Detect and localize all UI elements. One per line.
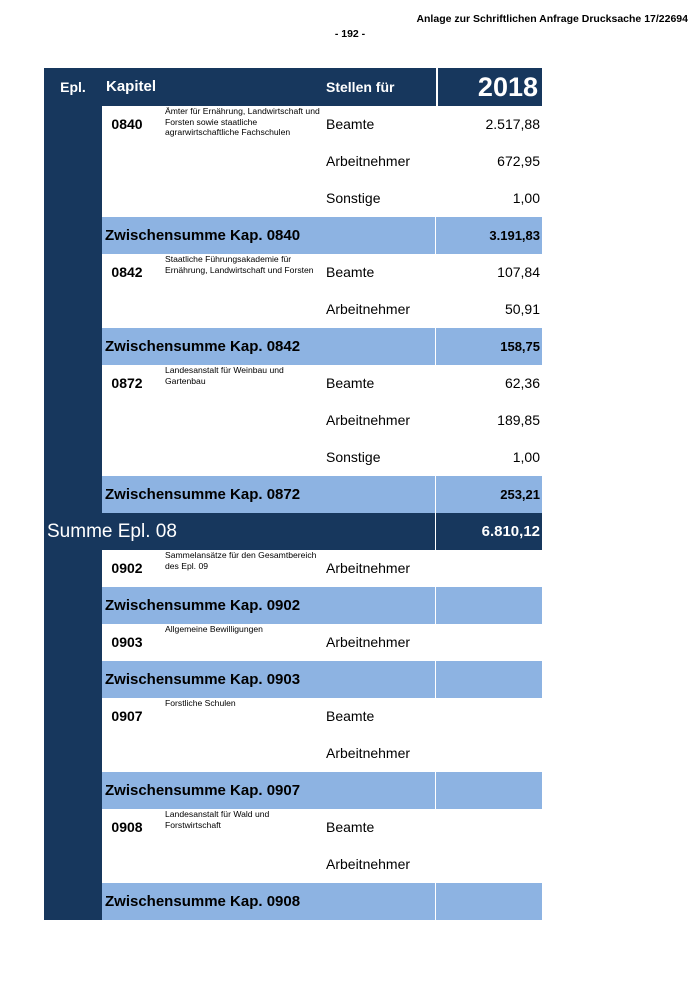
epl-cell [44,624,102,661]
epl-cell [44,587,102,624]
total-row [44,513,542,550]
table-row [44,698,542,735]
table-row [44,735,542,772]
staff-value: 1,00 [512,449,540,465]
epl-cell [44,365,102,402]
staff-table [44,68,542,920]
kapitel-code: 0872 [111,375,143,391]
column-divider [435,217,436,254]
subtotal-label: Zwischensumme Kap. 0903 [105,671,301,688]
staff-type: Arbeitnehmer [326,745,411,761]
subtotal-label: Zwischensumme Kap. 0872 [105,486,301,503]
table-row [44,106,542,143]
subtotal-label: Zwischensumme Kap. 0840 [105,227,301,244]
column-header-year: 2018 [436,68,542,106]
epl-cell [44,698,102,735]
epl-cell [44,809,102,846]
staff-type: Beamte [326,264,375,280]
kapitel-code: 0903 [111,634,143,650]
epl-cell [44,217,102,254]
epl-cell [44,883,102,920]
column-header-stellen: Stellen für [326,79,395,95]
column-divider [435,328,436,365]
kapitel-description: Ämter für Ernährung, Landwirtschaft und Forsten sowie staatliche agrarwirtschaftliche Fachschulen [165,106,320,137]
table-header-row [44,68,542,106]
staff-type: Arbeitnehmer [326,153,411,169]
document-header-title: Anlage zur Schriftlichen Anfrage Drucksache 17/22694 [416,13,688,25]
column-divider [435,883,436,920]
table-row [44,291,542,328]
epl-cell [44,143,102,180]
column-divider [435,476,436,513]
staff-type: Sonstige [326,190,381,206]
column-header-epl: Epl. [60,79,86,95]
page-number: - 192 - [334,28,366,40]
epl-cell [44,772,102,809]
kapitel-description: Forstliche Schulen [165,698,236,708]
staff-type: Beamte [326,819,375,835]
subtotal-row [44,772,542,809]
kapitel-code: 0908 [111,819,143,835]
staff-type: Arbeitnehmer [326,412,411,428]
epl-cell [44,476,102,513]
column-divider [435,661,436,698]
subtotal-value: 3.191,83 [489,228,540,243]
table-row [44,624,542,661]
epl-cell [44,328,102,365]
subtotal-value: 253,21 [500,487,540,502]
table-row [44,402,542,439]
kapitel-description: Allgemeine Bewilligungen [165,624,263,634]
staff-value: 107,84 [497,264,540,280]
subtotal-label: Zwischensumme Kap. 0907 [105,782,301,799]
column-divider [435,772,436,809]
epl-cell [44,180,102,217]
table-body [44,106,542,920]
table-row [44,550,542,587]
column-divider [435,587,436,624]
staff-type: Beamte [326,375,375,391]
staff-type: Arbeitnehmer [326,301,411,317]
subtotal-label: Zwischensumme Kap. 0842 [105,338,301,355]
table-row [44,365,542,402]
epl-cell [44,291,102,328]
total-value: 6.810,12 [481,523,540,540]
kapitel-description: Landesanstalt für Wald und Forstwirtschaft [165,809,270,830]
staff-value: 2.517,88 [485,116,540,132]
subtotal-row [44,587,542,624]
staff-type: Beamte [326,708,375,724]
staff-type: Sonstige [326,449,381,465]
subtotal-row [44,328,542,365]
staff-type: Arbeitnehmer [326,560,411,576]
epl-cell [44,846,102,883]
subtotal-row [44,661,542,698]
epl-cell [44,254,102,291]
staff-value: 50,91 [504,301,540,317]
table-row [44,809,542,846]
table-row [44,143,542,180]
kapitel-description: Sammelansätze für den Gesamtbereich des Epl. 09 [165,550,317,571]
subtotal-label: Zwischensumme Kap. 0908 [105,893,301,910]
subtotal-row [44,476,542,513]
staff-value: 1,00 [512,190,540,206]
table-row [44,439,542,476]
table-row [44,254,542,291]
kapitel-code: 0902 [111,560,143,576]
staff-value: 672,95 [497,153,540,169]
column-divider [435,513,436,550]
kapitel-code: 0840 [111,116,143,132]
kapitel-code: 0842 [111,264,143,280]
table-row [44,846,542,883]
subtotal-label: Zwischensumme Kap. 0902 [105,597,301,614]
kapitel-description: Landesanstalt für Weinbau und Gartenbau [165,365,284,386]
kapitel-description: Staatliche Führungsakademie für Ernährung, Landwirtschaft und Forsten [165,254,314,275]
subtotal-row [44,883,542,920]
table-row [44,180,542,217]
kapitel-code: 0907 [111,708,143,724]
staff-value: 62,36 [504,375,540,391]
subtotal-row [44,217,542,254]
epl-cell [44,402,102,439]
epl-cell [44,106,102,143]
epl-cell [44,661,102,698]
epl-cell [44,735,102,772]
epl-cell [44,439,102,476]
subtotal-value: 158,75 [500,339,540,354]
staff-type: Arbeitnehmer [326,634,411,650]
staff-type: Beamte [326,116,375,132]
column-header-kapitel: Kapitel [106,78,157,95]
epl-cell [44,550,102,587]
staff-value: 189,85 [497,412,540,428]
staff-type: Arbeitnehmer [326,856,411,872]
total-label: Summe Epl. 08 [47,521,177,542]
